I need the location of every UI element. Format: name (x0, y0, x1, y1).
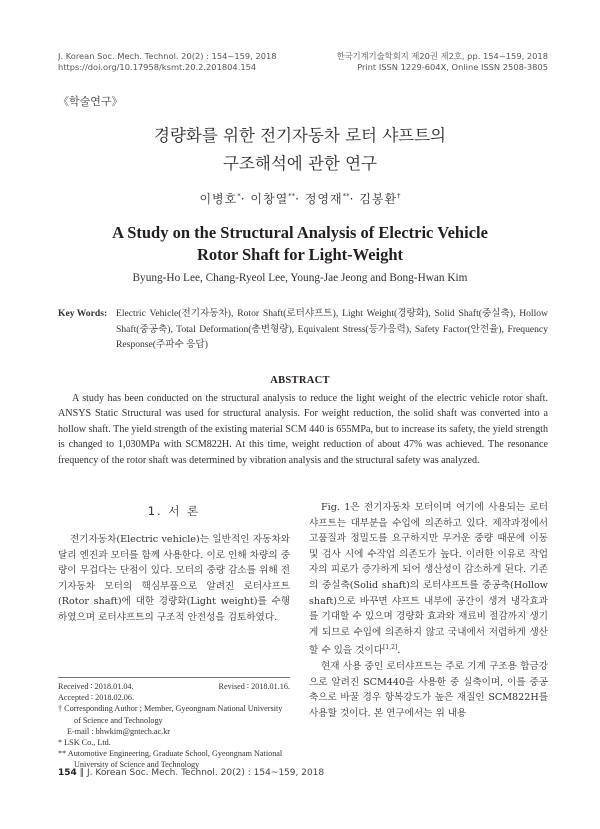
page-number: 154 (58, 768, 77, 778)
intro-paragraph-right-1 (309, 500, 548, 659)
footer-citation: J. Korean Soc. Mech. Technol. 20(2) : 154~159, 2018 (87, 768, 325, 778)
doi-link[interactable]: https://doi.org/10.17958/ksmt.20.2.201804.154 (58, 62, 257, 72)
author-name: 이병호 (199, 192, 238, 206)
keywords-label: Key Words (58, 308, 104, 319)
corresponding-author: † Corresponding Author ; Member, Gyeongnam National University (58, 704, 283, 714)
author-separator: · (295, 192, 300, 206)
journal-citation-korean: 한국기계기술학회지 제20권 제2호, pp. 154~159, 2018 (336, 51, 548, 61)
affiliation-1: * LSK Co., Ltd. (58, 738, 111, 748)
running-header-left (58, 51, 277, 73)
author-name: 정영재 (304, 192, 343, 206)
abstract-text: A study has been conducted on the structural analysis to reduce the light weight of the electric vehicle rotor shaft. ANSYS Static Structural was used for structural analysis. For weight reduction, the solid shaft was converted into a hollow shaft. The yield strength of the existing material SCM 440 is 655MPa, but to increase its safety, the yield strength is changed to 1,030MPa with SCM822H. At this time, weight reduction of about 47% was achieved. The resonance frequency of the rotor shaft was determined by vibration analysis and the structural safety was analyzed. (58, 393, 548, 466)
author-mark: ** (288, 192, 296, 200)
affiliation-2-cont: University of Science and Technology (74, 760, 200, 770)
intro-paragraph-right-1-text: Fig. 1은 전기자동차 모터이며 여기에 사용되는 로터샤프트는 대부분을 수입에 의존하고 있다. 제작과정에서 고품질과 정밀도를 요구하지만 무거운 중량 때문에 이동 및 검사 시에 수작업 의존도가 높다. 이러한 이유로 작업자의 피로가 증가하게 되어 생산성이 감소하게 된다. 기존의 중실축(Solid shaft)의 로터샤프트를 중공축(Hollow shaft)으로 바꾸면 샤프트 내부에 공간이 생겨 냉각효과를 기대할 수 있으며 경량화 효과와 재료비 절감까지 생기게 되므로 수입에 의존하지 않고 국내에서 저렴하게 생산할 수 있을 것이다 (309, 502, 548, 657)
running-header-right (337, 51, 548, 73)
date-row (58, 681, 290, 692)
keywords-block (58, 306, 548, 353)
issn-info: Print ISSN 1229-604X, Online ISSN 2508-3805 (357, 62, 548, 72)
korean-title-line1: 경량화를 위한 전기자동차 로터 샤프트의 (154, 126, 446, 145)
author-separator: · (349, 192, 355, 206)
english-title (0, 222, 600, 266)
left-column (58, 532, 290, 626)
citation-ref[interactable]: [1,2] (383, 644, 398, 652)
article-category: 《학술연구》 (58, 95, 123, 108)
intro-paragraph-right-2: 현재 사용 중인 로터샤프트는 주로 기계 구조용 합금강으로 알려진 SCM440을 사용한 중 실축이며, 이를 중공축으로 바꿀 경우 항복강도가 높은 재질인 SCM822H를 사용할 것이다. 본 연구에서는 위 내용 (309, 661, 548, 719)
korean-authors (0, 190, 600, 207)
author-mark: † (397, 192, 401, 200)
sentence-end: . (397, 645, 401, 657)
page-footer (58, 768, 324, 778)
corresponding-affiliation: of Science and Technology (74, 715, 163, 725)
english-authors: Byung-Ho Lee, Chang-Ryeol Lee, Young-Jae Jeong and Bong-Hwan Kim (132, 272, 468, 284)
author-mark: * (237, 192, 241, 200)
revised-date: Revised ∶ 2018.01.16. (218, 682, 290, 691)
footer-separator: ‖ (79, 768, 85, 778)
author-mark: ** (342, 192, 350, 200)
intro-paragraph-left: 전기자동차(Electric vehicle)는 일반적인 자동차와 달리 엔진과 모터를 함께 사용한다. 이로 인해 차량의 중량이 무겁다는 단점이 있다. 모터의 중량 감소를 위해 전기자동차 모터의 핵심부품으로 알려진 로터샤프트(Rotor shaft)에 대한 경량화(Light weight)를 수행하였으며 로터샤프트의 구조적 안전성을 검토하였다. (58, 534, 290, 623)
english-title-line1: A Study on the Structural Analysis of Electric Vehicle (112, 223, 488, 242)
journal-citation: J. Korean Soc. Mech. Technol. 20(2) : 154~159, 2018 (58, 51, 277, 61)
affiliation-2: ** Automotive Engineering, Graduate School, Gyeongnam National (58, 749, 283, 759)
author-name: 이창열 (250, 192, 289, 206)
corresponding-email[interactable]: E-mail : bhwkim@gntech.ac.kr (67, 726, 171, 736)
footnotes (58, 681, 290, 771)
section-heading-introduction: 1. 서 론 (147, 504, 201, 518)
received-date: Received ∶ 2018.01.04. (58, 682, 134, 691)
footnote-divider (58, 677, 290, 678)
keywords-text: Electric Vehicle(전기자동차), Rotor Shaft(로터샤프트), Light Weight(경량화), Solid Shaft(중실축), Hollow Shaft(중공축), Total Deformation(총변형량), Equivalent Stress(등가응력), Safety Factor(안전율), Frequency Response(주파수 응답) (116, 308, 548, 350)
english-title-line2: Rotor Shaft for Light-Weight (196, 245, 404, 264)
author-separator: · (240, 192, 246, 206)
korean-title-line2: 구조해석에 관한 연구 (223, 154, 377, 173)
author-name: 김봉환 (359, 192, 398, 206)
korean-title (0, 122, 600, 178)
accepted-date: Accepted ∶ 2018.02.06. (58, 693, 135, 703)
abstract-title: ABSTRACT (270, 375, 330, 386)
keywords-colon: : (104, 308, 108, 319)
right-column (309, 500, 548, 722)
